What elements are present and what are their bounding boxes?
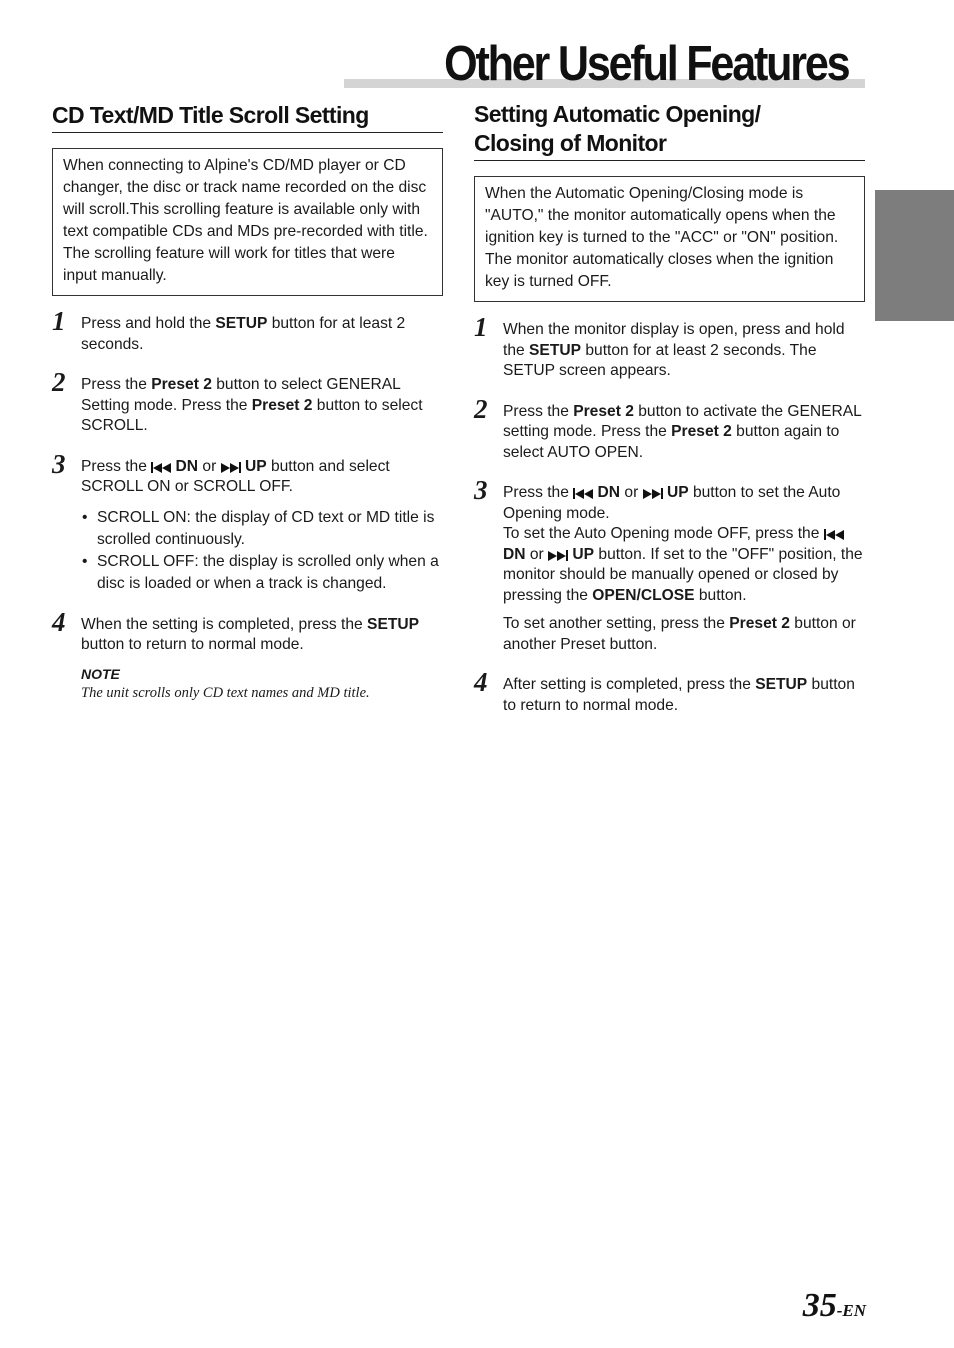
skip-forward-icon — [221, 458, 241, 479]
section-tab — [875, 190, 954, 321]
right-column — [474, 100, 865, 736]
left-column — [52, 100, 443, 723]
skip-back-icon — [151, 458, 171, 479]
steps-list — [52, 306, 443, 703]
list-item: • SCROLL OFF: the display is scrolled only when a disc is loaded or when a track is changed. — [81, 551, 443, 595]
step-2: 2 Press the Preset 2 button to select GENERAL Setting mode. Press the Preset 2 button to select SCROLL. — [52, 367, 423, 434]
step-number: 2 — [52, 367, 66, 397]
intro-box: When connecting to Alpine's CD/MD player or CD changer, the disc or track name recorded on the disc will scroll.This scrolling feature is available only with text compatible CDs and MDs pre-recorded with title. The scrolling feature will work for titles that were input manually. — [52, 148, 443, 296]
step-4: 4 When the setting is completed, press the SETUP button to return to normal mode. NOTE The unit scrolls only CD text names and MD title. — [52, 615, 443, 703]
skip-forward-icon — [548, 546, 568, 567]
skip-forward-icon — [643, 484, 663, 505]
step-number: 1 — [52, 306, 66, 336]
intro-box: When the Automatic Opening/Closing mode is "AUTO," the monitor automatically opens when the ignition key is turned to the "ACC" or "ON" position. The monitor automatically closes when the ignition key is turned OFF. — [474, 176, 865, 302]
step-3: 3 Press the DN or UP button and select SCROLL ON or SCROLL OFF. • SCROLL ON: the display of CD text or MD title is scrolled continuously. • SCROLL OFF: the display is scrolled only when a disc is loaded or when a track is changed. — [52, 457, 443, 595]
skip-back-icon — [573, 484, 593, 505]
step-number: 4 — [474, 667, 488, 697]
step-2: 2 Press the Preset 2 button to activate the GENERAL setting mode. Press the Preset 2 button again to select AUTO OPEN. — [474, 393, 862, 461]
bullet-list — [81, 507, 443, 595]
list-item: • SCROLL ON: the display of CD text or MD title is scrolled continuously. — [81, 507, 443, 551]
step-number: 3 — [474, 475, 488, 505]
section-heading-cd-text: CD Text/MD Title Scroll Setting — [52, 100, 443, 133]
steps-list — [474, 312, 865, 716]
step-1: 1 When the monitor display is open, press and hold the SETUP button for at least 2 seconds. The SETUP screen appears. — [474, 312, 845, 379]
step-number: 1 — [474, 312, 488, 342]
step-3: 3 Press the DN or UP button to set the Auto Opening mode. To set the Auto Opening mode OFF, press the DN or UP button. If set to the "OFF" position, the monitor should be manually opened or closed by pressing the OPEN/CLOSE button. To set another setting, press the Preset 2 button or another Preset button. — [474, 475, 863, 653]
step-4: 4 After setting is completed, press the SETUP button to return to normal mode. — [474, 667, 855, 714]
step-number: 2 — [474, 393, 488, 424]
step-number: 4 — [52, 606, 66, 637]
skip-back-icon — [824, 525, 844, 546]
page-number: 35-EN — [802, 1287, 866, 1324]
section-heading-auto-open: Setting Automatic Opening/ Closing of Monitor — [474, 100, 865, 161]
page-title: Other Useful Features — [443, 37, 848, 91]
note-text: The unit scrolls only CD text names and MD title. — [81, 684, 370, 701]
note-label: NOTE — [81, 665, 120, 682]
step-number: 3 — [52, 448, 66, 479]
page-suffix: -EN — [836, 1301, 866, 1320]
step-1: 1 Press and hold the SETUP button for at least 2 seconds. — [52, 306, 406, 353]
